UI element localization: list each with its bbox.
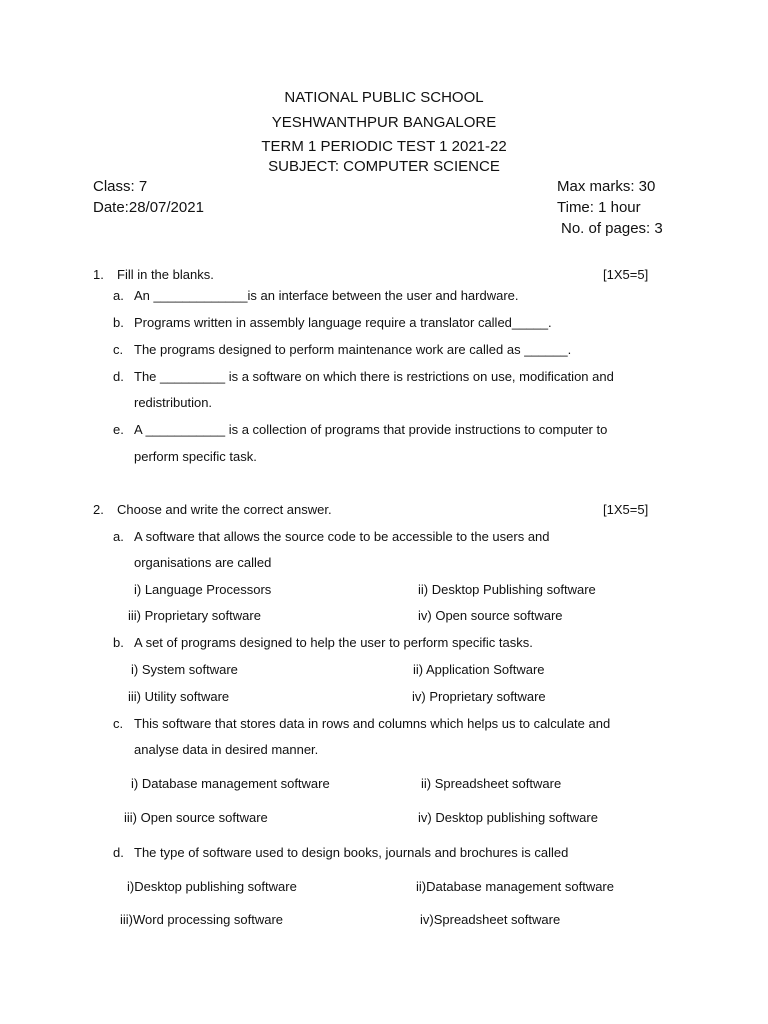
q2d-option-4: iv)Spreadsheet software bbox=[420, 912, 561, 927]
q1-marks: [1X5=5] bbox=[603, 267, 649, 282]
school-name: NATIONAL PUBLIC SCHOOL bbox=[284, 89, 484, 106]
q2a-option-4: iv) Open source software bbox=[418, 608, 563, 623]
pages-label: No. of pages: 3 bbox=[561, 220, 663, 237]
q1e-text-line2: perform specific task. bbox=[134, 449, 257, 464]
q2d-text: The type of software used to design books, journals and brochures is called bbox=[134, 845, 569, 860]
q2-marks: [1X5=5] bbox=[603, 502, 649, 517]
q1d-label: d. bbox=[113, 369, 124, 384]
date-label: Date:28/07/2021 bbox=[93, 199, 204, 216]
q2b-option-1: i) System software bbox=[131, 662, 238, 677]
q1e-text-line1: A ___________ is a collection of programs that provide instructions to computer to bbox=[134, 422, 608, 437]
q2b-label: b. bbox=[113, 635, 124, 650]
max-marks-label: Max marks: 30 bbox=[557, 178, 656, 195]
q2c-text-line2: analyse data in desired manner. bbox=[134, 742, 319, 757]
q1-heading bbox=[93, 267, 214, 282]
q1c-text: The programs designed to perform maintenance work are called as ______. bbox=[134, 342, 572, 357]
q2-title: Choose and write the correct answer. bbox=[117, 502, 332, 517]
q2c-text-line1: This software that stores data in rows and columns which helps us to calculate and bbox=[134, 716, 611, 731]
q2a-option-1: i) Language Processors bbox=[134, 582, 272, 597]
q2d-option-1: i)Desktop publishing software bbox=[127, 879, 297, 894]
q2-number: 2. bbox=[93, 502, 104, 517]
q1e-label: e. bbox=[113, 422, 124, 437]
q2a-text-line2: organisations are called bbox=[134, 555, 272, 570]
q2a-option-3: iii) Proprietary software bbox=[128, 608, 261, 623]
q2c-option-4: iv) Desktop publishing software bbox=[418, 810, 598, 825]
school-location: YESHWANTHPUR BANGALORE bbox=[271, 114, 497, 131]
q1b-text: Programs written in assembly language require a translator called_____. bbox=[134, 315, 552, 330]
q1c-label: c. bbox=[113, 342, 124, 357]
q1a-label: a. bbox=[113, 288, 124, 303]
q1-title: Fill in the blanks. bbox=[117, 267, 214, 282]
subject-title: SUBJECT: COMPUTER SCIENCE bbox=[268, 158, 500, 175]
q2b-option-4: iv) Proprietary software bbox=[412, 689, 546, 704]
q1b-label: b. bbox=[113, 315, 124, 330]
q2d-option-2: ii)Database management software bbox=[416, 879, 614, 894]
q2d-label: d. bbox=[113, 845, 124, 860]
q2c-label: c. bbox=[113, 716, 124, 731]
q2b-option-2: ii) Application Software bbox=[413, 662, 545, 677]
q2c-option-2: ii) Spreadsheet software bbox=[421, 776, 562, 791]
q1d-text-line1: The _________ is a software on which there is restrictions on use, modification and bbox=[134, 369, 614, 384]
q2a-option-2: ii) Desktop Publishing software bbox=[418, 582, 596, 597]
q2c-option-3: iii) Open source software bbox=[124, 810, 268, 825]
q2b-text: A set of programs designed to help the user to perform specific tasks. bbox=[134, 635, 533, 650]
class-label: Class: 7 bbox=[93, 178, 148, 195]
q2c-option-1: i) Database management software bbox=[131, 776, 330, 791]
q2d-option-3: iii)Word processing software bbox=[120, 912, 284, 927]
q2a-text-line1: A software that allows the source code to be accessible to the users and bbox=[134, 529, 550, 544]
q2b-option-3: iii) Utility software bbox=[128, 689, 230, 704]
q1-number: 1. bbox=[93, 267, 104, 282]
test-title: TERM 1 PERIODIC TEST 1 2021-22 bbox=[261, 138, 507, 155]
q1d-text-line2: redistribution. bbox=[134, 395, 213, 410]
time-label: Time: 1 hour bbox=[557, 199, 641, 216]
q1a-text: An _____________is an interface between the user and hardware. bbox=[134, 288, 519, 303]
q2-heading bbox=[93, 502, 332, 517]
q2a-label: a. bbox=[113, 529, 124, 544]
